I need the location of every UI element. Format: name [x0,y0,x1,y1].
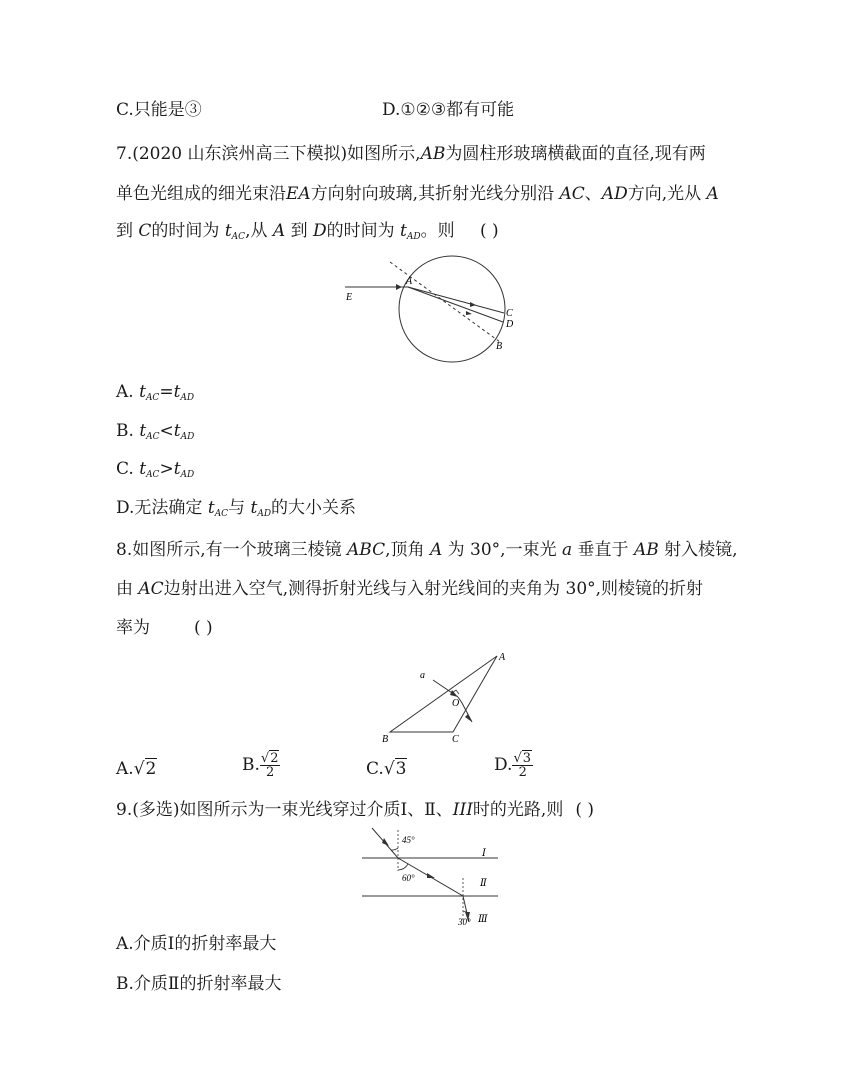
q6-option-c: C.只能是③ [116,100,202,120]
q8-option-a: A.√2 [116,759,157,779]
q9-option-a: A.介质Ⅰ的折射率最大 [116,934,277,954]
prism-triangle [390,656,497,732]
q8-option-c: C.√3 [366,759,407,779]
label-45: 45° [402,835,415,845]
q7-option-a: A. $t_{AC}=t_{AD}$ [116,382,195,403]
q8-option-b: B. $\frac{√2}{2}$ [242,751,279,780]
q8-prism-figure [380,650,520,750]
arrow-icon [382,838,389,846]
q7-stem-line3: 到 C的时间为 $t_{AC}$,从 A 到 D的时间为 $t_{AD}$。则 ( ) [116,221,499,242]
q7-stem-line2: 单色光组成的细光束沿EA方向射向玻璃,其折射光线分别沿 AC、AD方向,光从 A [116,184,719,204]
label-medium-2: Ⅱ [480,878,487,889]
q7-option-c: C. $t_{AC}>t_{AD}$ [116,459,195,480]
q8-stem-line2: 由 AC边射出进入空气,测得折射光线与入射光线间的夹角为 30°,则棱镜的折射 [116,579,704,599]
label-30: 30° [458,917,471,927]
q7-stem-line1: 7.(2020 山东滨州高三下模拟)如图所示,AB为圆柱形玻璃横截面的直径,现有两 [116,144,706,164]
label-e: E [346,292,353,303]
label-a: A [406,276,413,287]
label-o: O [452,698,460,709]
angle-arc-60 [398,864,408,870]
label-c: C [506,308,513,319]
label-b: B [382,734,389,745]
label-medium-1: Ⅰ [482,848,486,859]
q7-option-b: B. $t_{AC}<t_{AD}$ [116,421,195,442]
q8-stem-line1: 8.如图所示,有一个玻璃三棱镜 ABC,顶角 A 为 30°,一束光 a 垂直于 AB 射入棱镜, [116,540,738,560]
label-c: C [452,734,459,745]
refracted-ray-ac [408,287,504,313]
q8-stem-line3: 率为 ( ) [116,618,213,638]
label-d: D [506,319,514,330]
q9-media-figure [358,826,508,936]
label-medium-3: Ⅲ [478,914,488,925]
q7-option-d: D.无法确定 $t_{AC}$与 $t_{AD}$的大小关系 [116,498,357,519]
q9-option-b: B.介质Ⅱ的折射率最大 [116,974,282,994]
arrow-icon [427,873,435,878]
arrow-icon [466,311,472,315]
angle-arc-30 [463,911,466,912]
diameter-ab-dashed [390,262,500,342]
q6-option-d: D.①②③都有可能 [382,100,515,120]
q7-circle-figure [340,250,540,370]
arrow-icon [396,284,402,290]
arrow-icon [465,714,472,722]
arrow-icon [470,302,476,307]
q9-stem-line1: 9.(多选)如图所示为一束光线穿过介质Ⅰ、Ⅱ、III时的光路,则 ( ) [116,800,594,820]
q8-option-d: D. $\frac{√3}{2}$ [494,751,532,780]
label-a-vertex: A [499,652,506,663]
label-a-ray: a [420,670,425,681]
label-b: B [496,341,503,352]
label-60: 60° [402,873,415,883]
angle-arc-45 [391,848,398,850]
refracted-ray-ad [408,287,503,322]
